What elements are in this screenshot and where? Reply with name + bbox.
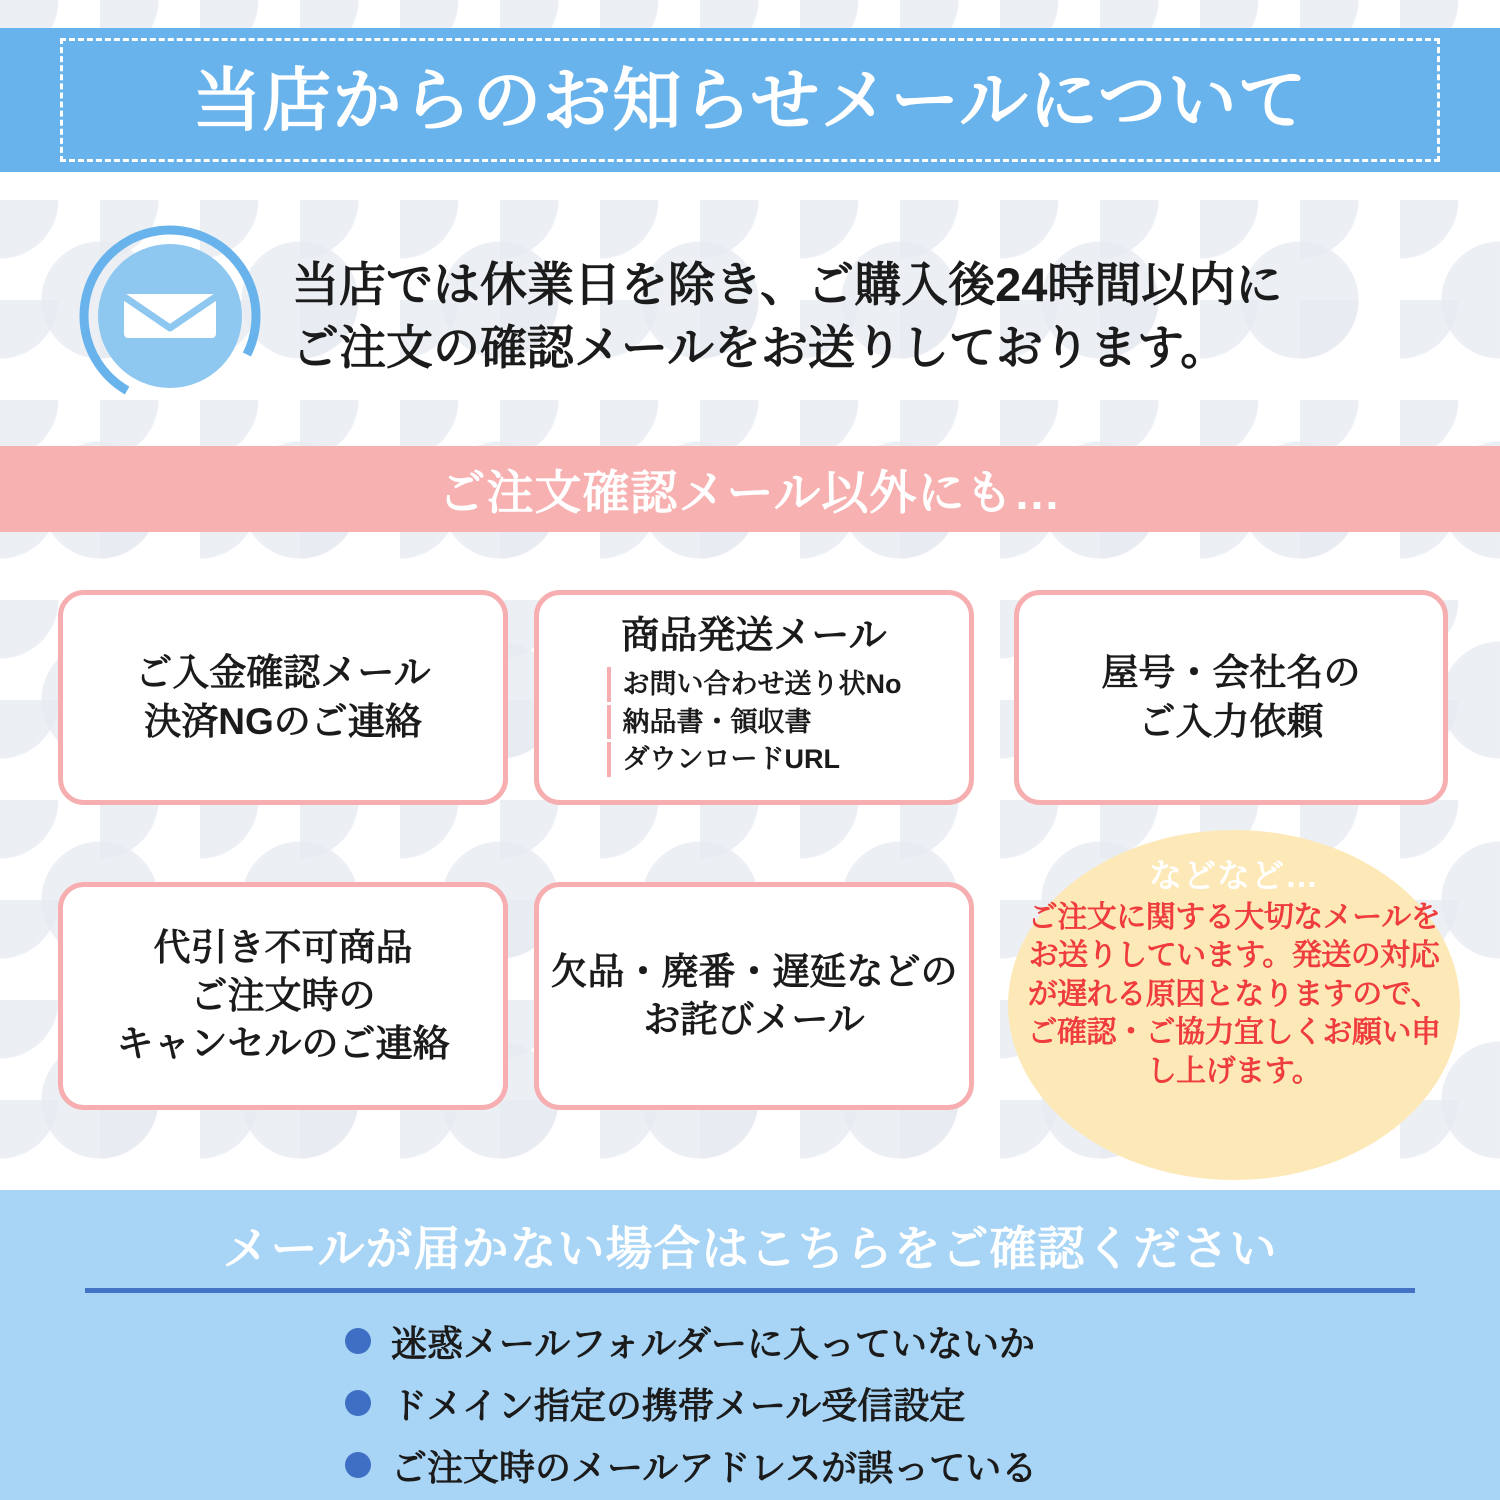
section-banner	[0, 446, 1500, 532]
intro-line-1: 当店では休業日を除き、ご購入後24時間以内に	[292, 257, 1283, 311]
card-cod-unavailable-cancel	[58, 882, 508, 1110]
card-line: 屋号・会社名の	[1101, 652, 1361, 694]
section-banner-text: ご注文確認メール以外にも…	[438, 465, 1062, 519]
card-title: 商品発送メール	[621, 615, 887, 658]
bullet-dot-icon	[345, 1390, 371, 1416]
list-item-label: 迷惑メールフォルダーに入っていないか	[391, 1322, 1036, 1364]
card-sub-list	[607, 667, 902, 780]
card-line: 欠品・廃番・遅延などの	[550, 950, 958, 992]
card-line: ご入力依頼	[1138, 700, 1324, 742]
note-title: などなど…	[1149, 857, 1319, 894]
card-line: ご注文時の	[190, 974, 376, 1016]
card-line: お詫びメール	[643, 999, 865, 1040]
intro-section	[0, 196, 1500, 436]
card-apology-mail	[534, 882, 974, 1110]
card-company-name-request	[1014, 590, 1448, 805]
list-item	[345, 1434, 1037, 1496]
troubleshooting-section	[0, 1190, 1500, 1500]
list-item-label: ドメイン指定の携帯メール受信設定	[391, 1384, 966, 1426]
header-banner	[0, 28, 1500, 172]
troubleshooting-title: メールが届かない場合はこちらをご確認ください	[222, 1222, 1278, 1275]
divider	[85, 1288, 1415, 1293]
bullet-dot-icon	[345, 1328, 371, 1354]
list-item	[345, 1372, 1037, 1434]
etc-note-bubble	[1008, 830, 1460, 1180]
card-sub-item: 納品書・領収書	[607, 705, 902, 740]
card-line: ご入金確認メール	[135, 652, 431, 694]
troubleshooting-list	[345, 1310, 1037, 1496]
header-dashed-frame	[60, 38, 1440, 162]
bullet-dot-icon	[345, 1452, 371, 1478]
list-item	[345, 1310, 1037, 1372]
note-body: ご注文に関する大切なメールをお送りしています。発送の対応が遅れる原因となりますので、ご確認・ご協力宜しくお願い申し上げます。	[1027, 901, 1441, 1088]
intro-text	[292, 253, 1282, 380]
intro-line-2: ご注文の確認メールをお送りしております。	[292, 321, 1228, 374]
card-line: 決済NGのご連絡	[144, 700, 422, 742]
card-payment-confirmation	[58, 590, 508, 805]
card-shipping-mail	[534, 590, 974, 805]
card-line: キャンセルのご連絡	[116, 1023, 450, 1065]
card-sub-item: お問い合わせ送り状No	[607, 667, 902, 702]
card-line: 代引き不可商品	[153, 926, 413, 968]
card-sub-item: ダウンロードURL	[607, 742, 902, 777]
list-item-label: ご注文時のメールアドレスが誤っている	[391, 1446, 1038, 1488]
mail-envelope-icon	[70, 216, 270, 416]
page-title: 当店からのお知らせメールについて	[192, 61, 1308, 139]
